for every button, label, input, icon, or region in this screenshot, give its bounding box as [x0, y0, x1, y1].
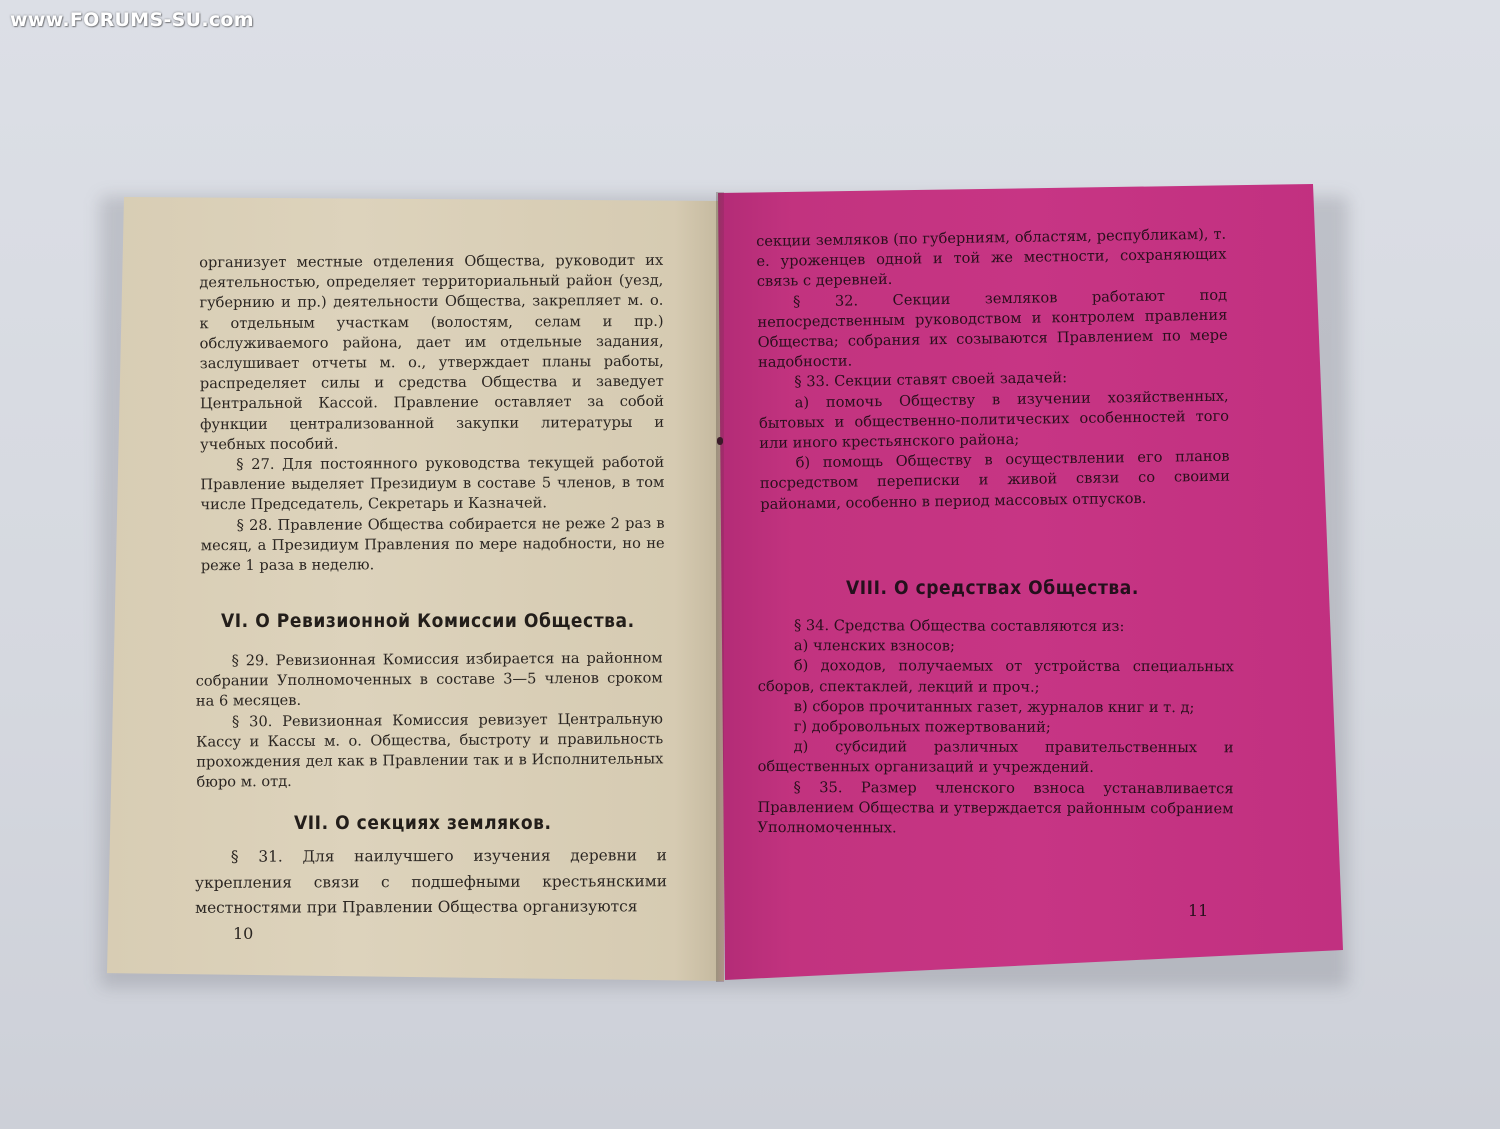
paragraph-35: § 35. Размер членского взноса устанавливается Правлением Общества и утверждается районным собранием Уполномоченных.	[757, 778, 1234, 837]
left-paragraph-continuation: организует местные отделения Общества, руководит их деятельностью, определяет территориальный район (уезд, губернию и пр.) деятельности Общества, закрепляет м. о. к отдельным участкам (волостям, селам и пр.) обслуживаемого района, дает им отдельные задания, заслушивает отчеты м. о., утверждает планы работы, распределяет силы и средства Общества и заведует Центральной Кассой. Правление оставляет за собой функции централизованной закупки литературы и учебных пособий.	[199, 251, 665, 454]
paragraph-34-a: а) членских взносов;	[793, 637, 955, 655]
watermark: www.FORUMS-SU.com	[10, 9, 254, 31]
left-text-top	[199, 251, 665, 577]
paragraph-34-b: б) доходов, получаемых от устройства специальных сборов, спектаклей, лекций и проч.;	[757, 657, 1234, 696]
paragraph-34-d: д) субсидий различных правительственных и общественных организаций и учреждений.	[757, 738, 1234, 777]
paragraph-34-g: г) добровольных пожертвований;	[793, 718, 1051, 736]
paragraph-31: § 31. Для наилучшего изучения деревни и укрепления связи с подшефными крестьянскими местностями при Правлении Общества организуются	[194, 846, 668, 917]
paragraph-33-b: б) помощь Обществу в осуществлении его планов посредством переписки и живой связи со своими районами, особенно в период массовых отпусков.	[759, 447, 1231, 513]
left-text-middle	[196, 648, 664, 793]
right-paragraph-continuation: секции земляков (по губерниям, областям, республикам), т. е. уроженцев одной и той же местности, сохраняющих связь с деревней.	[756, 225, 1227, 291]
heading-vi: VI. О Ревизионной Комиссии Общества.	[221, 610, 635, 632]
heading-viii: VIII. О средствах Общества.	[846, 577, 1139, 599]
paragraph-29: § 29. Ревизионная Комиссия избирается на районном собрании Уполномоченных в составе 3—5 членов сроком на 6 месяцев.	[195, 649, 663, 711]
left-text-bottom	[195, 843, 667, 921]
paragraph-33: § 33. Секции ставят своей задачей:	[794, 369, 1068, 391]
paragraph-33-a: а) помочь Обществу в изучении хозяйственных, бытовых и общественно-политических особенностей того или иного крестьянского района;	[758, 387, 1230, 453]
paragraph-28: § 28. Правление Общества собирается не реже 2 раз в месяц, а Президиум Правления по мере надобности, но не реже 1 раза в неделю.	[200, 514, 665, 575]
paragraph-34-v: в) сборов прочитанных газет, журналов книг и т. д;	[793, 697, 1195, 716]
booklet-spine	[716, 192, 724, 982]
paragraph-27: § 27. Для постоянного руководства текущей работой Правление выделяет Президиум в составе 5 членов, в том числе Председатель, Секретарь и Казначей.	[200, 453, 665, 514]
paragraph-34: § 34. Средства Общества составляются из:	[793, 617, 1125, 635]
right-page-number: 11	[1188, 901, 1209, 920]
paragraph-32: § 32. Секции земляков работают под непосредственным руководством и контролем правления Общества; собрания их созываются Правлением по мере надобности.	[757, 286, 1228, 372]
left-page-number: 10	[233, 924, 254, 943]
binding-staple	[717, 437, 723, 445]
right-text-bottom	[757, 616, 1234, 839]
heading-vii: VII. О секциях земляков.	[294, 812, 552, 834]
right-text-top	[756, 225, 1230, 515]
paragraph-30: § 30. Ревизионная Комиссия ревизует Центральную Кассу и Кассы м. о. Общества, быстроту и правильность прохождения дел как в Правлении так и в Исполнительных бюро м. отд.	[196, 709, 664, 791]
